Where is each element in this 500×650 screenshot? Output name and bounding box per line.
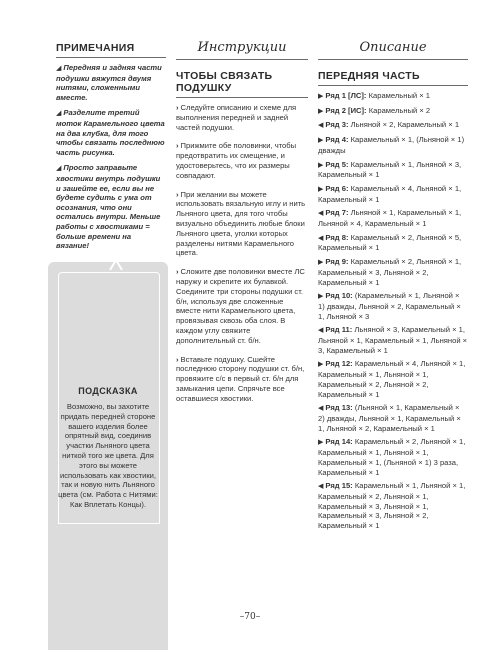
row-label: Ряд 6: (325, 183, 349, 193)
row-label: Ряд 14: (325, 437, 353, 447)
step-text: Следуйте описанию и схеме для выполнения передней и задней частей подушки. (176, 103, 297, 132)
notes-title: ПРИМЕЧАНИЯ (56, 42, 166, 58)
row-text: (Карамельный × 1, Льняной × 1) дважды, Льняной × 2, Карамельный × 1, Льняной × 3 (318, 291, 461, 321)
instruction-step (176, 103, 308, 132)
note-item (56, 108, 166, 157)
note-text: Передняя и задняя части подушки вяжутся двумя нитями, сложенными вместе. (56, 63, 162, 102)
triangle-bullet-icon: ◢ (56, 165, 62, 173)
arrow-left-icon: ◀ (318, 234, 324, 242)
arrow-right-icon: ▶ (318, 361, 324, 369)
instructions-title: ЧТОБЫ СВЯЗАТЬ ПОДУШКУ (176, 70, 308, 98)
row-label: Ряд 9: (325, 257, 349, 267)
row-text: Карамельный × 1, Льняной × 3, Карамельный × 1 (318, 159, 462, 180)
row-text: Карамельный × 4, Льняной × 1, Карамельный × 1 (318, 183, 462, 204)
row-text: Карамельный × 1, (Льняной × 1) дважды (318, 135, 465, 155)
row-text: (Льняной × 1, Карамельный × 2) дважды, Льняной × 1, Карамельный × 1, Льняной × 2, Карамельный × 1 (318, 403, 461, 433)
row-text: Карамельный × 4, Льняной × 1, Карамельный × 1, Льняной × 1, Карамельный × 2, Льняной × 2, Карамельный × 1 (318, 359, 466, 399)
chevron-right-icon: › (176, 103, 179, 112)
hint-title: ПОДСКАЗКА (78, 386, 138, 396)
note-item (56, 163, 166, 250)
row-text: Карамельный × 1, Льняной × 1, Карамельный × 2, Льняной × 1, Карамельный × 3, Льняной × 1, Карамельный × 3, Льняной × 2, Карамельный × 1 (318, 481, 466, 531)
arrow-left-icon: ◀ (318, 122, 324, 130)
note-text: Разделите третий моток Карамельного цвета на два клубка, для того чтобы связать последнюю часть рисунка. (56, 108, 165, 157)
pattern-row (318, 184, 468, 204)
row-label: Ряд 15: (325, 481, 353, 491)
description-title: ПЕРЕДНЯЯ ЧАСТЬ (318, 70, 468, 86)
pattern-row (318, 481, 468, 531)
instructions-column (176, 40, 308, 413)
row-text: Льняной × 3, Карамельный × 1, Льняной × 1, Карамельный × 1, Льняной × 3, Карамельный × 1 (318, 325, 468, 355)
arrow-right-icon: ▶ (318, 293, 324, 301)
row-label: Ряд 13: (325, 403, 353, 413)
instruction-step (176, 141, 308, 180)
arrow-right-icon: ▶ (318, 161, 324, 169)
row-text: Карамельный × 2 (368, 105, 431, 115)
pattern-row (318, 160, 468, 180)
instruction-step (176, 190, 308, 259)
pattern-row (318, 257, 468, 287)
arrow-left-icon: ◀ (318, 405, 324, 413)
triangle-bullet-icon: ◢ (56, 110, 62, 118)
instruction-step (176, 355, 308, 404)
step-text: Сложите две половинки вместе ЛС наружу и скрепите их булавкой. Соедините три стороны подушки ст. б/н, используя две сложенные вместе нити Карамельного цвета, провязывая сквозь оба слоя. В каждом углу свяжите дополнительный ст. б/н. (176, 267, 305, 345)
pattern-row (318, 208, 468, 228)
chevron-right-icon: › (176, 354, 179, 364)
pattern-row (318, 120, 468, 131)
arrow-left-icon: ◀ (318, 210, 324, 218)
note-item (56, 63, 166, 102)
row-label: Ряд 12: (325, 359, 353, 369)
arrow-right-icon: ▶ (318, 439, 324, 447)
row-text: Льняной × 1, Карамельный × 1, Льняной × 4, Карамельный × 1 (318, 208, 462, 229)
pattern-row (318, 403, 468, 433)
row-label: Ряд 7: (325, 208, 349, 218)
pattern-row (318, 233, 468, 253)
description-script-title: Описание (318, 40, 468, 60)
note-text: Просто заправьте хвостики внутрь подушки и зашейте ее, если вы не будете судить с ума от осознания, что они остались внутри. Меньше работы с хвостиками = больше времени на вязание! (56, 163, 161, 251)
step-text: При желании вы можете использовать вязальную иглу и нить Льняного цвета, для того чтобы визуально объединить любые блоки Льняного цвета, уголки которых разделены нитями Карамельного цвета. (176, 189, 306, 258)
row-text: Льняной × 2, Карамельный × 1 (350, 120, 460, 130)
arrow-right-icon: ▶ (318, 259, 324, 267)
row-label: Ряд 3: (325, 120, 349, 130)
pattern-row (318, 325, 468, 355)
row-text: Карамельный × 2, Льняной × 5, Карамельный × 1 (318, 232, 462, 253)
step-text: Прижмите обе половинки, чтобы предотвратить их смещение, и удостоверьтесь, что их размеры совпадают. (176, 141, 297, 180)
row-text: Карамельный × 2, Льняной × 1, Карамельный × 1, Льняной × 1, Карамельный × 1, (Льняной × 1) 3 раза, Карамельный × 1 (318, 437, 466, 477)
chevron-right-icon: › (176, 267, 179, 277)
instruction-step (176, 267, 308, 345)
instructions-script-title: Инструкции (176, 40, 308, 60)
row-label: Ряд 5: (325, 159, 349, 169)
chevron-right-icon: › (176, 141, 179, 151)
page-number: –70– (239, 612, 261, 622)
arrow-left-icon: ◀ (318, 483, 324, 491)
row-label: Ряд 4: (325, 135, 349, 145)
chevron-right-icon: › (176, 189, 179, 199)
arrow-left-icon: ◀ (318, 327, 324, 335)
triangle-bullet-icon: ◢ (56, 65, 62, 72)
row-text: Карамельный × 2, Льняной × 1, Карамельный × 3, Льняной × 2, Карамельный × 1 (318, 257, 462, 287)
row-label: Ряд 2 [ИС]: (325, 105, 367, 115)
row-text: Карамельный × 1 (368, 91, 431, 100)
hint-text: Возможно, вы захотите придать передней стороне вашего изделия более опрятный вид, соединив участки Льняного цвета ниткой того же цвета. Для этого вы можете использовать как хвостики, так и новую нить Льняного цвета (см. Работа с Нитями: Как Вплетать Концы). (58, 402, 158, 509)
notes-column (56, 42, 166, 257)
arrow-right-icon: ▶ (318, 137, 324, 145)
pattern-row (318, 359, 468, 399)
pattern-row (318, 106, 468, 117)
row-label: Ряд 8: (325, 232, 349, 242)
pattern-row (318, 91, 468, 102)
row-label: Ряд 10: (325, 291, 353, 301)
row-list (318, 91, 468, 531)
row-label: Ряд 1 [ЛС]: (325, 91, 367, 100)
pattern-row (318, 437, 468, 477)
arrow-right-icon: ▶ (318, 185, 324, 193)
pattern-row (318, 135, 468, 155)
step-text: Вставьте подушку. Сшейте последнюю сторону подушки ст. б/н, провяжите с/с в первый ст. б/н для замыкания цепи. Спрячьте все оставшиеся хвостики. (176, 354, 305, 403)
arrow-right-icon: ▶ (318, 93, 324, 100)
description-column (318, 40, 468, 535)
row-label: Ряд 11: (325, 325, 353, 335)
arrow-right-icon: ▶ (318, 107, 324, 115)
pattern-row (318, 291, 468, 321)
